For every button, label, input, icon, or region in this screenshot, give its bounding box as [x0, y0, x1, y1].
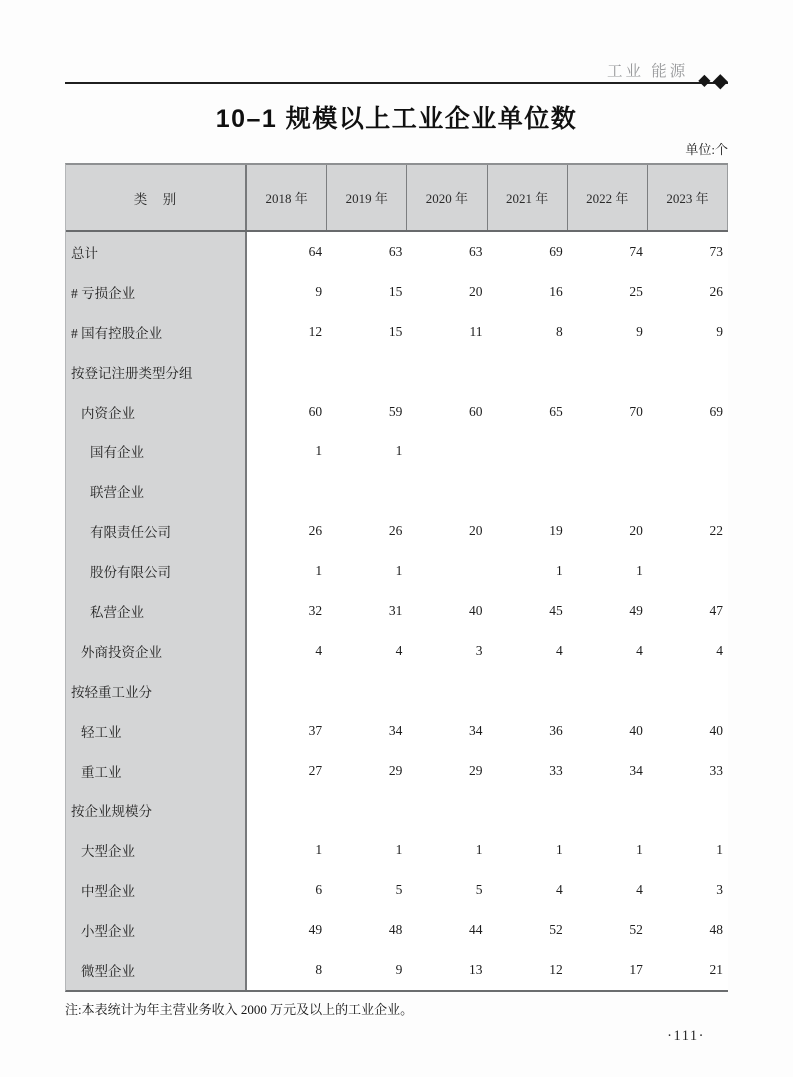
table-cell: 40	[469, 602, 483, 618]
table-cell: 64	[308, 243, 323, 259]
row-label: 中型企业	[66, 870, 247, 910]
table-body	[66, 232, 728, 990]
page-title: 10–1 规模以上工业企业单位数	[215, 105, 578, 133]
table-cell: 45	[549, 602, 563, 618]
table-cell: 4	[555, 882, 563, 898]
table-cell	[247, 352, 327, 392]
year-header-2018: 2018 年	[247, 165, 327, 230]
table-cell: 27	[308, 762, 323, 778]
table-cell: 1	[395, 443, 403, 459]
table-cell: 20	[629, 523, 643, 539]
table-cell: 34	[388, 722, 403, 738]
category-header: 类 别	[66, 165, 247, 230]
table-cell: 3	[475, 642, 483, 658]
table-row	[66, 790, 728, 830]
row-label: 联营企业	[66, 471, 247, 511]
row-label: 内资企业	[66, 392, 247, 432]
table-cell	[247, 471, 327, 511]
table-cell: 40	[629, 722, 643, 738]
diamond-icon: ◆	[712, 70, 728, 92]
table-cell: 69	[549, 243, 563, 259]
table-cell	[247, 671, 327, 711]
table-cell: 4	[395, 642, 403, 658]
table-row	[66, 312, 728, 352]
diamond-icon: ◆	[698, 72, 711, 90]
table-cell: 29	[388, 762, 403, 778]
table-cell	[568, 471, 648, 511]
row-label: 微型企业	[66, 950, 247, 990]
row-label: 轻工业	[66, 711, 247, 751]
table-cell: 1	[395, 842, 403, 858]
table-cell: 22	[709, 523, 724, 539]
table-cell	[407, 790, 487, 830]
table-cell	[568, 671, 648, 711]
row-label: 重工业	[66, 751, 247, 791]
table-cell: 49	[308, 922, 323, 938]
table-cell: 9	[636, 323, 643, 339]
table-row	[66, 671, 728, 711]
table-footnote: 注:本表统计为年主营业务收入 2000 万元及以上的工业企业。	[65, 1002, 414, 1017]
table-cell: 17	[629, 961, 643, 977]
table-cell: 44	[469, 922, 483, 938]
table-header-row	[66, 165, 728, 232]
table-row	[66, 392, 728, 432]
table-cell: 8	[315, 961, 323, 977]
table-cell: 74	[629, 243, 643, 259]
row-label: 按登记注册类型分组	[66, 352, 247, 392]
table-row	[66, 591, 728, 631]
table-row	[66, 471, 728, 511]
table-cell	[247, 790, 327, 830]
table-cell: 1	[315, 563, 323, 579]
table-cell: 49	[629, 602, 643, 618]
row-label: 小型企业	[66, 910, 247, 950]
statistics-table	[65, 163, 728, 992]
table-row	[66, 232, 728, 272]
table-cell	[488, 790, 568, 830]
table-cell	[488, 431, 568, 471]
row-label: 有限责任公司	[66, 511, 247, 551]
section-label: 工业 能源	[606, 62, 689, 80]
table-cell: 4	[636, 882, 643, 898]
table-row	[66, 511, 728, 551]
table-cell: 32	[308, 602, 323, 618]
table-cell	[327, 790, 407, 830]
row-label: 国有企业	[66, 431, 247, 471]
table-cell: 73	[709, 243, 724, 259]
table-row	[66, 830, 728, 870]
table-cell: 25	[629, 283, 643, 299]
table-cell: 36	[549, 722, 563, 738]
table-cell	[327, 352, 407, 392]
table-cell: 1	[555, 563, 563, 579]
table-cell	[488, 352, 568, 392]
table-cell	[648, 431, 728, 471]
table-cell	[407, 471, 487, 511]
table-cell: 60	[469, 403, 483, 419]
row-label: 大型企业	[66, 830, 247, 870]
table-cell	[568, 352, 648, 392]
year-header-2023: 2023 年	[648, 165, 728, 230]
table-row	[66, 352, 728, 392]
table-cell: 33	[709, 762, 724, 778]
row-label: 总计	[66, 232, 247, 272]
table-cell	[648, 352, 728, 392]
table-row	[66, 870, 728, 910]
table-cell: 26	[709, 283, 724, 299]
table-cell: 9	[315, 283, 323, 299]
table-cell: 4	[716, 642, 724, 658]
year-header-2019: 2019 年	[327, 165, 407, 230]
table-row	[66, 431, 728, 471]
table-cell: 3	[716, 882, 724, 898]
table-row	[66, 950, 728, 990]
table-cell: 1	[555, 842, 563, 858]
table-cell: 4	[636, 642, 643, 658]
table-cell	[407, 551, 487, 591]
table-cell: 5	[395, 882, 403, 898]
table-cell	[327, 671, 407, 711]
unit-label: 单位:个	[685, 142, 728, 157]
table-row	[66, 272, 728, 312]
table-cell: 37	[308, 722, 323, 738]
table-cell: 5	[475, 882, 483, 898]
row-label: 按轻重工业分	[66, 671, 247, 711]
table-cell: 19	[549, 523, 563, 539]
table-cell: 26	[388, 523, 403, 539]
table-cell: 4	[555, 642, 563, 658]
table-cell: 6	[315, 882, 323, 898]
table-cell: 63	[388, 243, 403, 259]
table-cell	[407, 671, 487, 711]
table-cell: 31	[388, 602, 403, 618]
table-cell	[488, 671, 568, 711]
table-cell	[327, 471, 407, 511]
table-cell: 60	[308, 403, 323, 419]
year-header-2020: 2020 年	[407, 165, 487, 230]
table-row	[66, 711, 728, 751]
table-row	[66, 910, 728, 950]
table-cell: 65	[549, 403, 563, 419]
table-cell: 59	[388, 403, 403, 419]
page-number: ·111·	[667, 1028, 705, 1044]
table-cell: 15	[388, 323, 403, 339]
table-cell: 26	[308, 523, 323, 539]
table-cell: 29	[469, 762, 483, 778]
table-cell	[568, 790, 648, 830]
table-cell: 12	[549, 961, 563, 977]
table-cell: 70	[629, 403, 643, 419]
table-cell: 16	[549, 283, 563, 299]
table-cell: 34	[629, 762, 643, 778]
table-cell	[648, 671, 728, 711]
table-cell: 48	[709, 922, 724, 938]
table-cell: 52	[629, 922, 643, 938]
table-cell: 9	[716, 323, 724, 339]
row-label: # 国有控股企业	[66, 312, 247, 352]
table-cell: 13	[469, 961, 483, 977]
table-cell: 48	[388, 922, 403, 938]
page-content	[65, 0, 728, 1077]
table-cell: 40	[709, 722, 724, 738]
table-cell: 9	[395, 961, 403, 977]
table-cell: 12	[308, 323, 323, 339]
table-cell: 11	[469, 323, 483, 339]
table-cell: 1	[636, 842, 643, 858]
table-cell	[568, 431, 648, 471]
table-cell	[648, 471, 728, 511]
page-header	[65, 58, 728, 92]
table-cell: 1	[315, 842, 323, 858]
row-label: # 亏损企业	[66, 272, 247, 312]
row-label: 按企业规模分	[66, 790, 247, 830]
table-cell: 1	[475, 842, 483, 858]
table-cell: 34	[469, 722, 483, 738]
table-cell: 63	[469, 243, 483, 259]
table-cell	[488, 471, 568, 511]
row-label: 股份有限公司	[66, 551, 247, 591]
table-cell: 4	[315, 642, 323, 658]
table-row	[66, 551, 728, 591]
table-cell: 21	[709, 961, 724, 977]
year-header-2022: 2022 年	[568, 165, 648, 230]
table-cell: 52	[549, 922, 563, 938]
table-cell: 20	[469, 283, 483, 299]
table-cell	[407, 352, 487, 392]
row-label: 私营企业	[66, 591, 247, 631]
table-cell	[407, 431, 487, 471]
table-cell: 15	[388, 283, 403, 299]
table-cell: 1	[395, 563, 403, 579]
table-cell: 20	[469, 523, 483, 539]
table-cell: 1	[636, 563, 643, 579]
row-label: 外商投资企业	[66, 631, 247, 671]
table-cell: 69	[709, 403, 724, 419]
table-row	[66, 631, 728, 671]
table-cell	[648, 790, 728, 830]
table-cell: 1	[315, 443, 323, 459]
table-cell: 1	[716, 842, 724, 858]
year-header-2021: 2021 年	[488, 165, 568, 230]
table-row	[66, 751, 728, 791]
table-cell: 8	[555, 323, 563, 339]
table-cell: 33	[549, 762, 563, 778]
table-cell: 47	[709, 602, 724, 618]
table-cell	[648, 551, 728, 591]
